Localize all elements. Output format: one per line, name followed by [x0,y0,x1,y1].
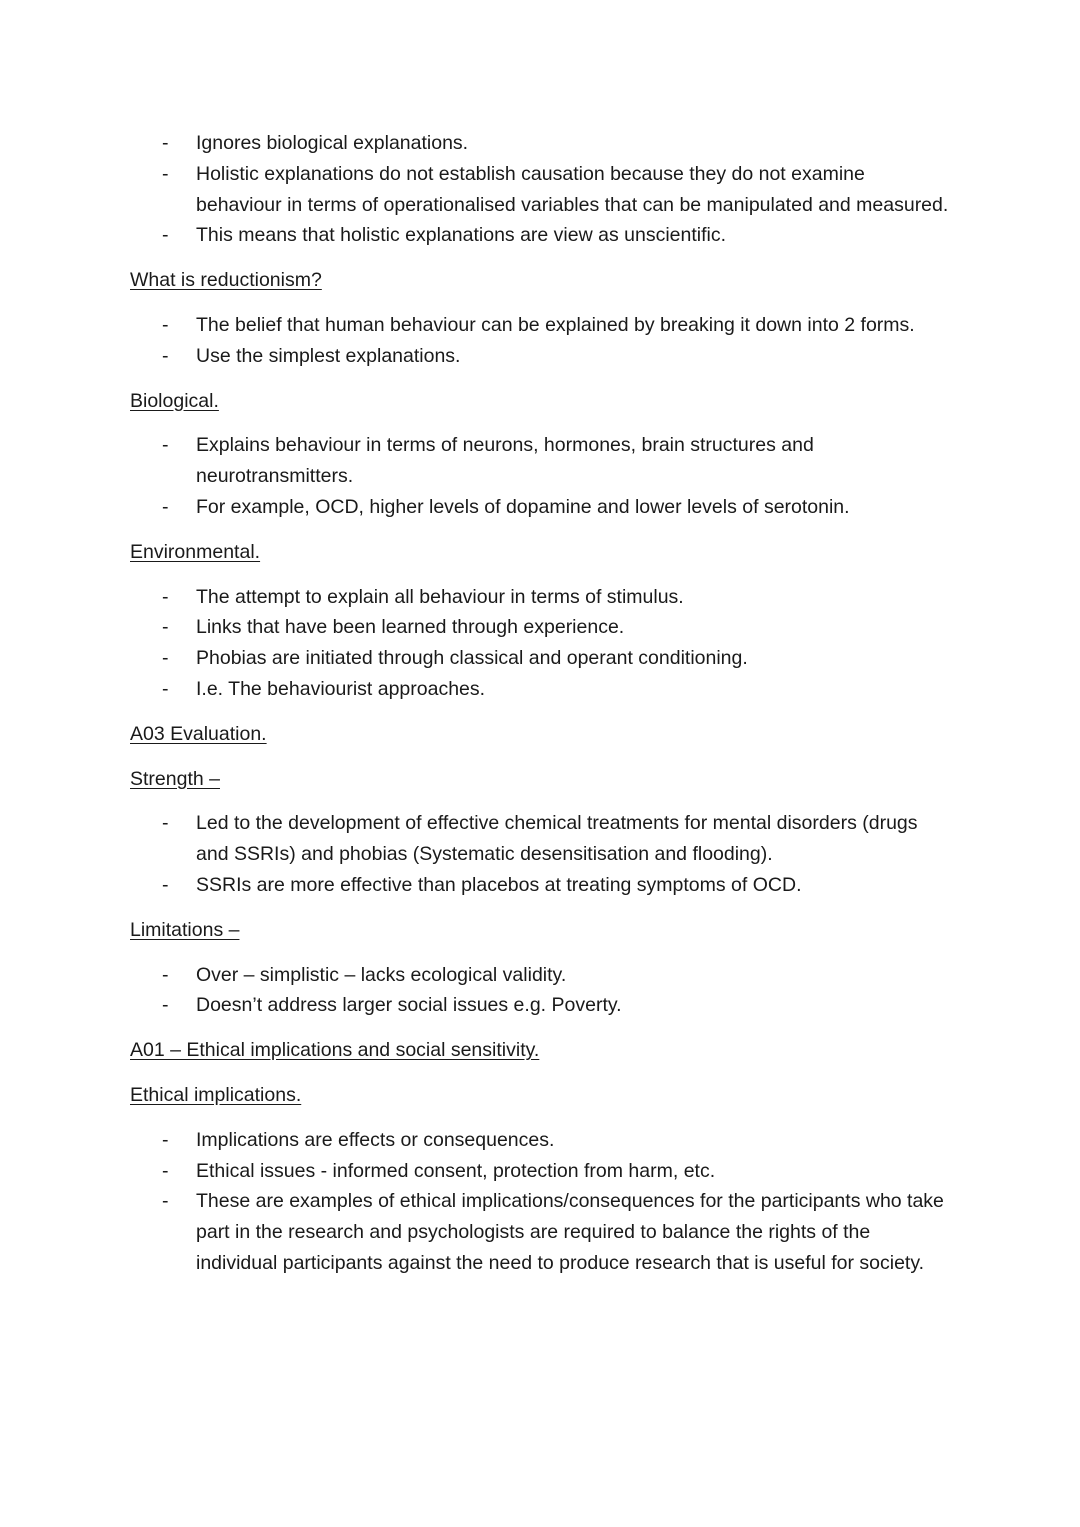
bullet-list-environmental [130,582,950,705]
document-page [130,128,950,1279]
list-item: - Explains behaviour in terms of neurons, hormones, brain structures and neurotransmitters. [130,430,950,492]
list-item: - Ignores biological explanations. [130,128,950,159]
list-item: - The attempt to explain all behaviour in terms of stimulus. [130,582,950,613]
list-item: - Implications are effects or consequences. [130,1125,950,1156]
heading-what-is-reductionism: What is reductionism? [130,269,322,292]
heading-limitations: Limitations – [130,918,240,941]
bullet-list-limitations [130,960,950,1022]
heading-ethical-implications: Ethical implications. [130,1083,302,1106]
heading-strength: Strength – [130,767,220,790]
heading-biological: Biological. [130,389,219,412]
list-item: - These are examples of ethical implications/consequences for the participants who take part in the research and psychologists are required to balance the rights of the individual participants against the need to produce research that is useful for society. [130,1186,950,1278]
list-item: - This means that holistic explanations are view as unscientific. [130,220,950,251]
bullet-list-biological [130,430,950,522]
list-item: - Doesn’t address larger social issues e.g. Poverty. [130,990,950,1021]
list-item: - Ethical issues - informed consent, protection from harm, etc. [130,1156,950,1187]
heading-environmental: Environmental. [130,540,261,563]
heading-a01-ethical-implications: A01 – Ethical implications and social sensitivity. [130,1039,540,1062]
list-item: - The belief that human behaviour can be explained by breaking it down into 2 forms. [130,310,950,341]
bullet-list-holism-limitations [130,128,950,251]
heading-a03-evaluation: A03 Evaluation. [130,722,267,745]
bullet-list-reductionism [130,310,950,372]
list-item: - Holistic explanations do not establish causation because they do not examine behaviour in terms of operationalised variables that can be manipulated and measured. [130,159,950,221]
bullet-list-ethical-implications [130,1125,950,1279]
list-item: - Over – simplistic – lacks ecological validity. [130,960,950,991]
bullet-list-strength [130,808,950,900]
list-item: - Use the simplest explanations. [130,341,950,372]
list-item: - Phobias are initiated through classical and operant conditioning. [130,643,950,674]
list-item: - Links that have been learned through experience. [130,612,950,643]
list-item: - I.e. The behaviourist approaches. [130,674,950,705]
list-item: - SSRIs are more effective than placebos at treating symptoms of OCD. [130,870,950,901]
list-item: - Led to the development of effective chemical treatments for mental disorders (drugs and SSRIs) and phobias (Systematic desensitisation and flooding). [130,808,950,870]
list-item: - For example, OCD, higher levels of dopamine and lower levels of serotonin. [130,492,950,523]
